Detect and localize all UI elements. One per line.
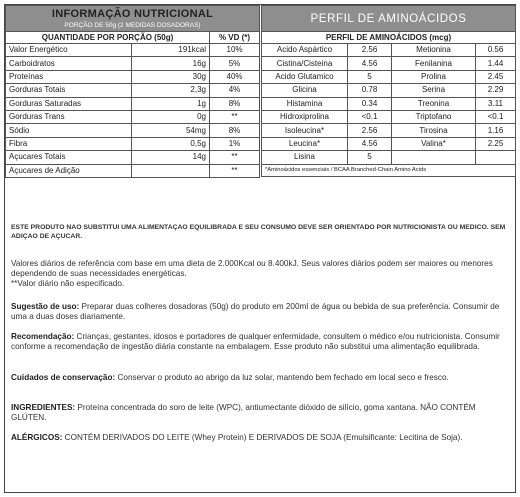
amino-header bbox=[262, 6, 516, 32]
nutrition-column-header bbox=[6, 32, 260, 44]
amino-row bbox=[262, 84, 516, 97]
nutrition-label bbox=[4, 4, 516, 493]
nutrition-row bbox=[6, 44, 260, 57]
amino-value: 0.34 bbox=[348, 97, 392, 110]
info-section bbox=[11, 433, 511, 443]
amino-row bbox=[262, 57, 516, 70]
amino-name: Treonina bbox=[392, 97, 476, 110]
nutrition-subtitle: PORÇÃO DE 50g (2 MEDIDAS DOSADORAS) bbox=[64, 21, 201, 29]
nutrient-vd: 8% bbox=[210, 124, 260, 137]
amino-name: Metionina bbox=[392, 44, 476, 57]
nutrition-row bbox=[6, 84, 260, 97]
amino-value: 0.56 bbox=[476, 44, 516, 57]
amino-footnote-row bbox=[262, 164, 516, 176]
nutrient-amount: 0g bbox=[132, 110, 210, 123]
amino-table bbox=[261, 5, 516, 177]
amino-name: Isoleucina* bbox=[262, 124, 348, 137]
nutrient-vd: 40% bbox=[210, 70, 260, 83]
amino-row bbox=[262, 110, 516, 123]
amino-name: Prolina bbox=[392, 70, 476, 83]
section-label: Cuidados de conservação: bbox=[11, 373, 116, 382]
amino-value bbox=[476, 151, 516, 164]
tables-area bbox=[5, 5, 515, 213]
nutrient-amount bbox=[132, 164, 210, 177]
section-text: Conservar o produto ao abrigo da luz solar, mantendo bem fechado em local seco e fresco. bbox=[115, 373, 449, 382]
amino-value: 1.16 bbox=[476, 124, 516, 137]
amino-value: <0.1 bbox=[476, 110, 516, 123]
amino-row bbox=[262, 70, 516, 83]
reference-note: **Valor diário não especificado. bbox=[11, 279, 125, 288]
amino-name: Acido Aspártico bbox=[262, 44, 348, 57]
nutrient-name: Gorduras Saturadas bbox=[6, 97, 132, 110]
section-label: INGREDIENTES: bbox=[11, 403, 76, 412]
amino-subtitle: PERFIL DE AMINOÁCIDOS (mcg) bbox=[262, 32, 516, 44]
section-text: Proteína concentrada do soro de leite (WPC), antiumectante dióxido de silício, goma xantana. NÃO CONTÉM GLÚTEN. bbox=[11, 403, 476, 422]
nutrient-amount: 191kcal bbox=[132, 44, 210, 57]
amino-value: 2.45 bbox=[476, 70, 516, 83]
reference-block bbox=[11, 259, 511, 289]
amino-name bbox=[392, 151, 476, 164]
amino-column-header bbox=[262, 32, 516, 44]
info-section bbox=[11, 403, 511, 423]
nutrient-amount: 1g bbox=[132, 97, 210, 110]
amino-value: 3.11 bbox=[476, 97, 516, 110]
nutrient-vd: ** bbox=[210, 110, 260, 123]
amino-row bbox=[262, 124, 516, 137]
amino-name: Fenilanina bbox=[392, 57, 476, 70]
nutrient-vd: ** bbox=[210, 164, 260, 177]
amino-name: Cistina/Cisteina bbox=[262, 57, 348, 70]
section-label: Sugestão de uso: bbox=[11, 302, 80, 311]
amino-name: Lisina bbox=[262, 151, 348, 164]
section-text: Preparar duas colheres dosadoras (50g) do produto em 200ml de água ou bebida de sua preferência. Consumir de uma a duas doses diariamente. bbox=[11, 302, 500, 321]
amino-value: 2.25 bbox=[476, 137, 516, 150]
nutrient-name: Sódio bbox=[6, 124, 132, 137]
nutrient-name: Fibra bbox=[6, 137, 132, 150]
nutrient-name: Proteínas bbox=[6, 70, 132, 83]
info-section bbox=[11, 332, 511, 352]
nutrition-row bbox=[6, 97, 260, 110]
nutrient-vd: ** bbox=[210, 151, 260, 164]
amino-name: Valina* bbox=[392, 137, 476, 150]
nutrient-name: Gorduras Trans bbox=[6, 110, 132, 123]
nutrient-name: Valor Energético bbox=[6, 44, 132, 57]
nutrient-amount: 0,5g bbox=[132, 137, 210, 150]
amino-value: 2.56 bbox=[348, 124, 392, 137]
info-section bbox=[11, 373, 511, 383]
nutrient-amount: 2,3g bbox=[132, 84, 210, 97]
nutrient-amount: 30g bbox=[132, 70, 210, 83]
warning-text: ESTE PRODUTO NAO SUBSTITUI UMA ALIMENTAÇAO EQUILIBRADA E SEU CONSUMO DEVE SER ORIENTADO POR NUTRICIONISTA OU MEDICO. SEM ADIÇAO DE AÇUCAR. bbox=[11, 224, 506, 240]
amino-name: Histamina bbox=[262, 97, 348, 110]
amino-value: 4.56 bbox=[348, 57, 392, 70]
amino-name: Acido Glutamico bbox=[262, 70, 348, 83]
section-label: ALÉRGICOS: bbox=[11, 433, 63, 442]
nutrition-row bbox=[6, 124, 260, 137]
nutrient-amount: 54mg bbox=[132, 124, 210, 137]
amino-title: PERFIL DE AMINOÁCIDOS bbox=[310, 12, 467, 25]
amino-name: Tirosina bbox=[392, 124, 476, 137]
amino-value: 1.44 bbox=[476, 57, 516, 70]
nutrient-vd: 10% bbox=[210, 44, 260, 57]
nutrition-row bbox=[6, 57, 260, 70]
nutrition-row bbox=[6, 151, 260, 164]
nutrient-vd: 8% bbox=[210, 97, 260, 110]
nutrient-vd: 1% bbox=[210, 137, 260, 150]
nutrition-table bbox=[5, 5, 260, 178]
amino-name: Serina bbox=[392, 84, 476, 97]
info-section bbox=[11, 302, 511, 322]
section-label: Recomendação: bbox=[11, 332, 75, 341]
amino-row bbox=[262, 97, 516, 110]
amino-value: 5 bbox=[348, 70, 392, 83]
section-text: Crianças, gestantes, idosos e portadores de qualquer enfermidade, consultem o médico e/ou nutricionista. Consumir conforme a recomendação de ingestão diária constante na embalagem. Esse produto não substitui uma alimentação equilibrada. bbox=[11, 332, 500, 351]
nutrient-name: Gorduras Totais bbox=[6, 84, 132, 97]
nutrition-row bbox=[6, 110, 260, 123]
nutrition-title: INFORMAÇÃO NUTRICIONAL bbox=[51, 7, 214, 20]
nutrition-row bbox=[6, 164, 260, 177]
amino-footnote: *Aminoácidos essenciais / BCAA Branched-Chain Amino Acids bbox=[262, 164, 516, 176]
amino-value: 2.29 bbox=[476, 84, 516, 97]
nutrient-name: Açucares de Adição bbox=[6, 164, 132, 177]
nutrient-vd: 5% bbox=[210, 57, 260, 70]
amino-value: <0.1 bbox=[348, 110, 392, 123]
section-text: CONTÉM DERIVADOS DO LEITE (Whey Protein) E DERIVADOS DE SOJA (Emulsificante: Lecitina de Soja). bbox=[62, 433, 463, 442]
amino-name: Glicina bbox=[262, 84, 348, 97]
amino-row bbox=[262, 151, 516, 164]
nutrient-vd: 4% bbox=[210, 84, 260, 97]
nutrient-amount: 14g bbox=[132, 151, 210, 164]
nutrition-header bbox=[6, 6, 260, 32]
amino-name: Leucina* bbox=[262, 137, 348, 150]
amino-name: Hidroxiprolina bbox=[262, 110, 348, 123]
amino-value: 5 bbox=[348, 151, 392, 164]
amino-value: 2.56 bbox=[348, 44, 392, 57]
column-qty: QUANTIDADE POR PORÇÃO (50g) bbox=[6, 32, 210, 44]
column-vd: % VD (*) bbox=[210, 32, 260, 44]
nutrient-name: Carboidratos bbox=[6, 57, 132, 70]
nutrition-row bbox=[6, 137, 260, 150]
nutrition-row bbox=[6, 70, 260, 83]
amino-name: Triptofano bbox=[392, 110, 476, 123]
nutrient-name: Açucares Totais bbox=[6, 151, 132, 164]
amino-row bbox=[262, 44, 516, 57]
nutrient-amount: 16g bbox=[132, 57, 210, 70]
amino-value: 0.78 bbox=[348, 84, 392, 97]
reference-text: Valores diários de referência com base em uma dieta de 2.000Kcal ou 8.400kJ. Seus valores diários podem ser maiores ou menores dependendo de suas necessidades energéticas. bbox=[11, 259, 493, 278]
amino-value: 4.56 bbox=[348, 137, 392, 150]
amino-row bbox=[262, 137, 516, 150]
